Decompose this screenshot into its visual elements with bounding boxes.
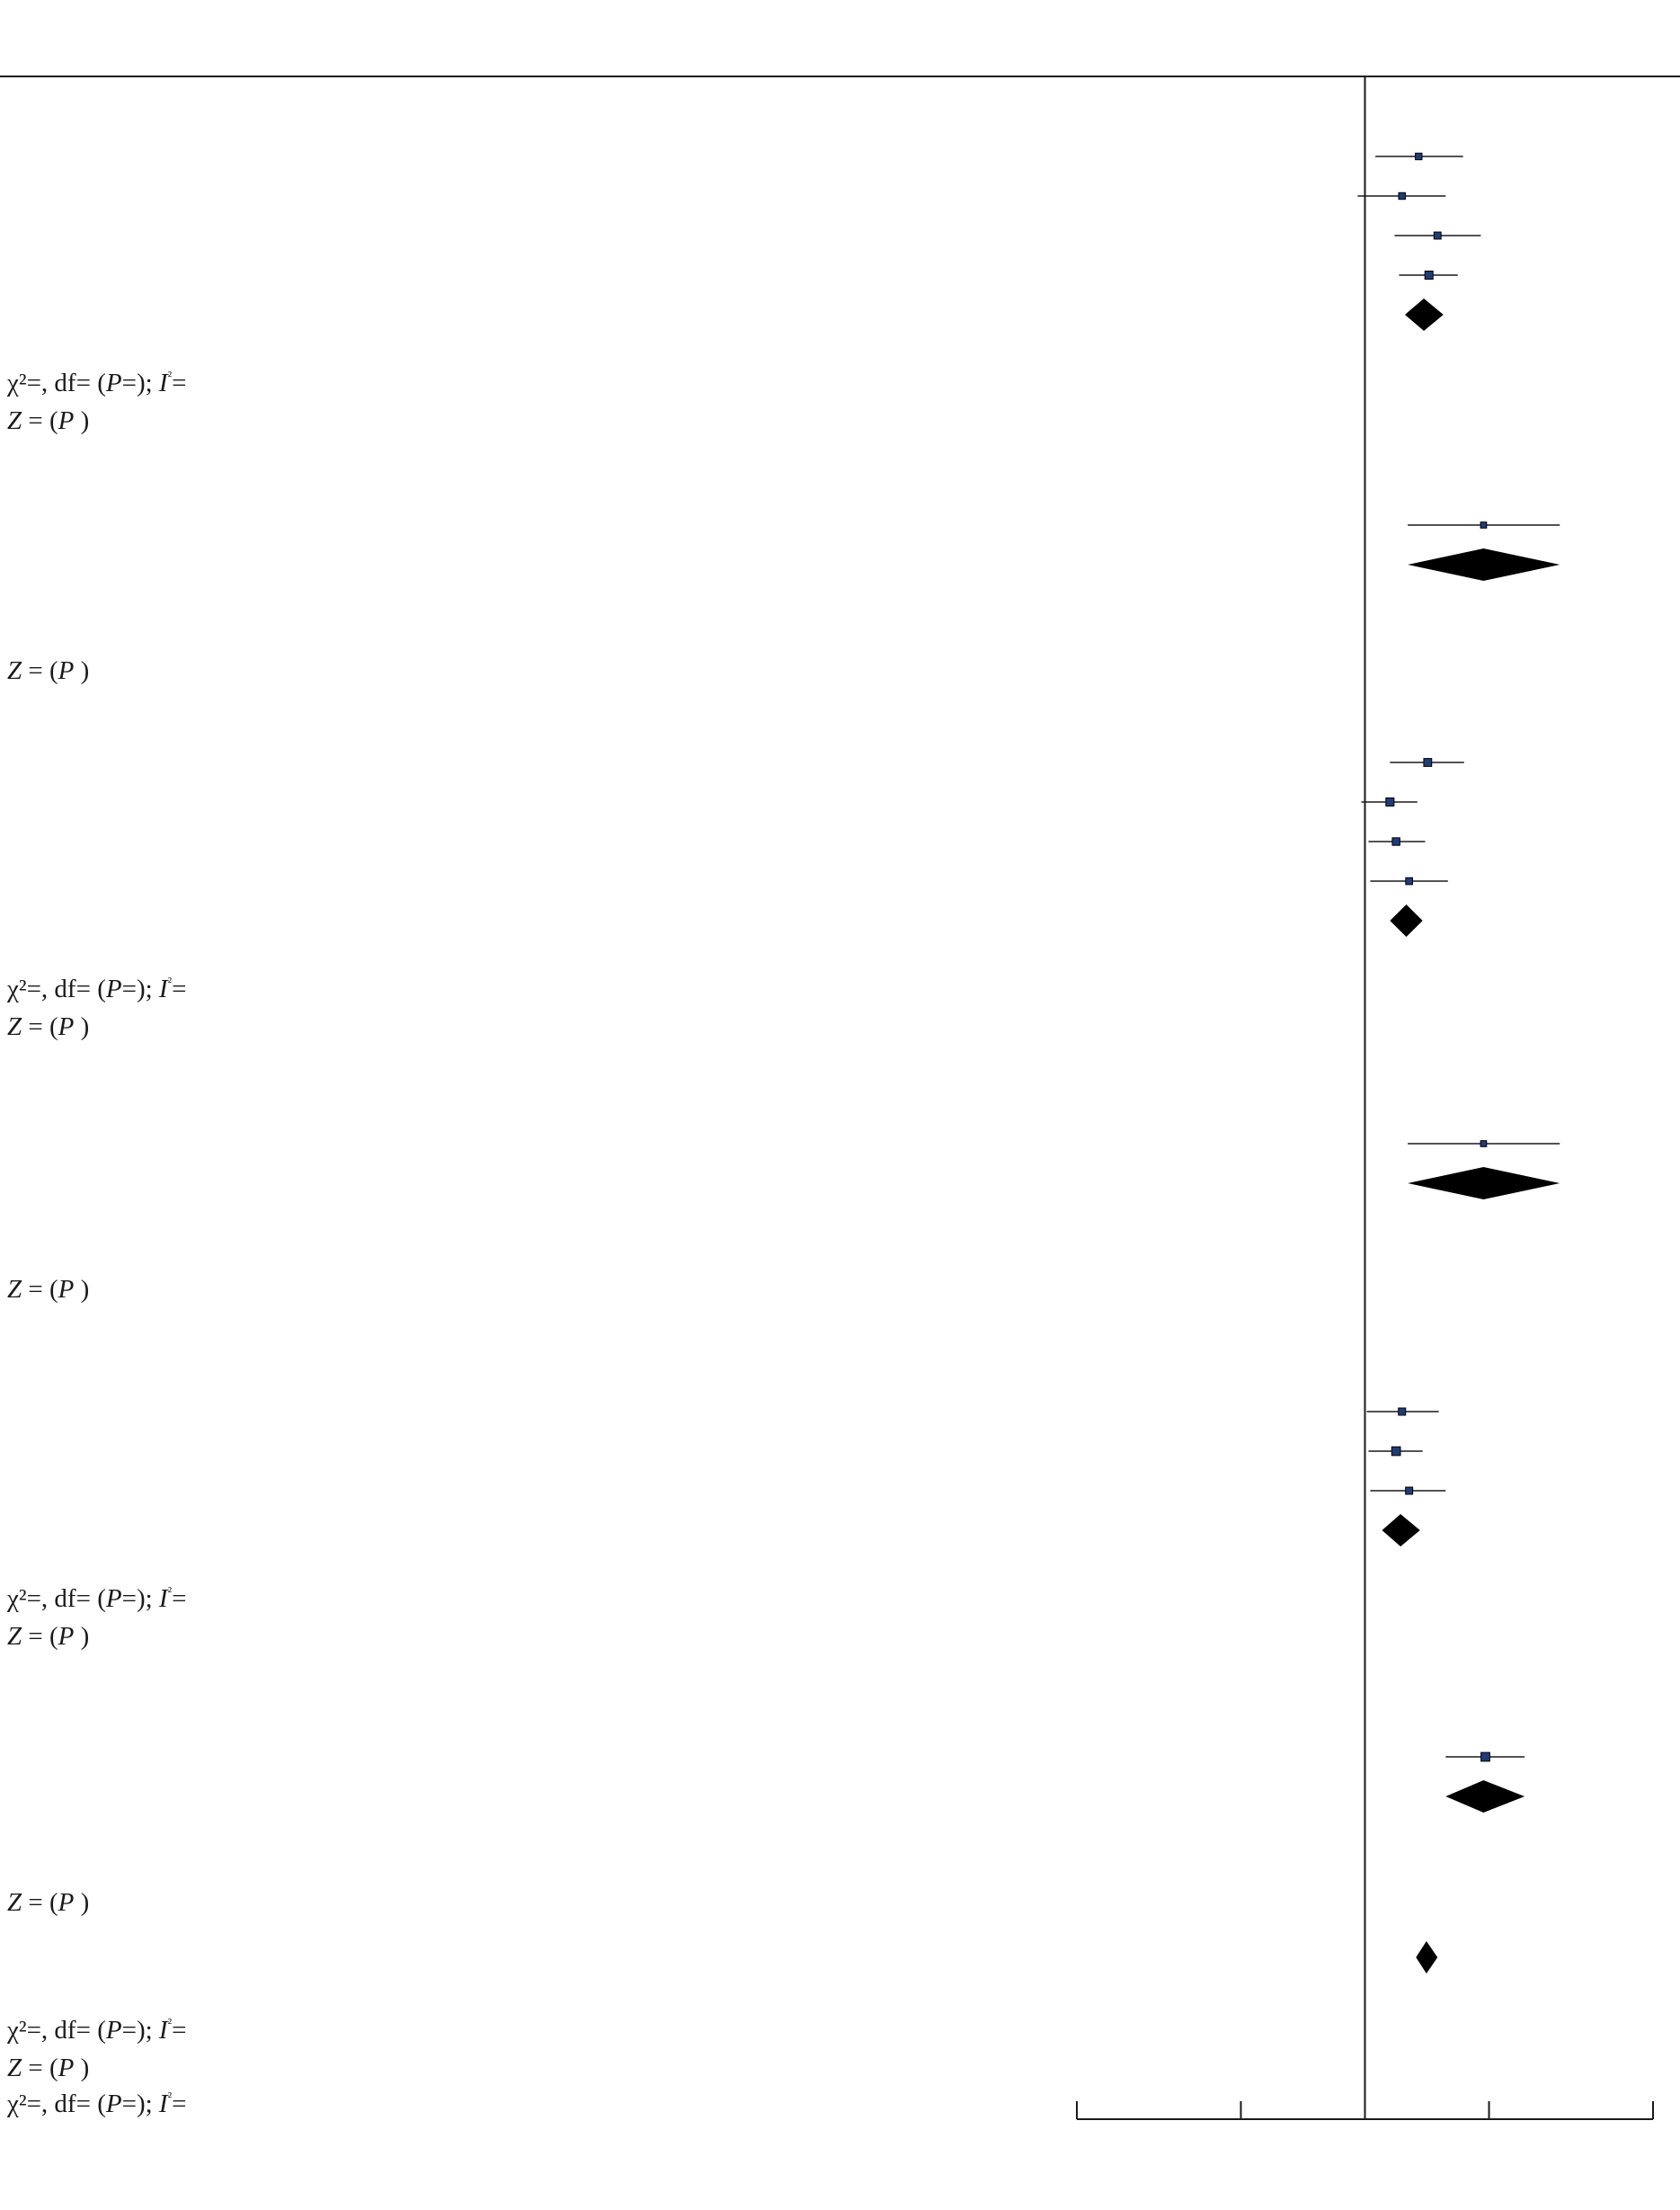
subgroup-differences-text-part: = <box>172 2090 187 2118</box>
overall-effect-text <box>7 1887 89 1918</box>
heterogeneity-text-part: ² <box>167 1585 173 1600</box>
overall-effect-text-part: = <box>22 1012 49 1041</box>
overall-effect-text-part <box>74 1275 80 1304</box>
heterogeneity-text-part: = <box>121 1584 137 1613</box>
heterogeneity-text-part: χ²= <box>7 369 41 397</box>
heterogeneity-text-part: χ²= <box>7 975 41 1003</box>
subgroup-differences-text-part: = <box>121 2090 137 2118</box>
heterogeneity-text-part: P <box>105 1584 122 1613</box>
heterogeneity-text-part: , df= <box>40 975 91 1003</box>
heterogeneity-text-part: P <box>105 369 122 397</box>
subgroup-differences-text-part: P <box>105 2090 122 2118</box>
heterogeneity-text-part: ( <box>90 369 106 397</box>
heterogeneity-text <box>7 2015 186 2050</box>
total-diamond <box>1416 1941 1437 1974</box>
subtotal-diamond <box>1405 299 1444 331</box>
overall-effect-text-part: ( <box>49 1275 58 1304</box>
heterogeneity-text <box>7 368 186 403</box>
heterogeneity-text <box>7 1583 186 1618</box>
heterogeneity-text-part: χ²= <box>7 1584 41 1613</box>
study-row-marker <box>1434 232 1441 239</box>
subtotal-diamond <box>1445 1780 1524 1813</box>
overall-effect-text-part: ) <box>80 1888 90 1917</box>
heterogeneity-text-part: ² <box>167 2017 173 2031</box>
heterogeneity-text-part: ( <box>90 975 106 1003</box>
overall-effect-text-part: Z <box>7 656 22 685</box>
study-row-marker <box>1480 1141 1487 1147</box>
overall-effect-text-part: = <box>22 1888 49 1917</box>
heterogeneity-text-part: , df= <box>40 2016 91 2045</box>
heterogeneity-text-part: P <box>105 975 122 1003</box>
overall-effect-text-part: Z <box>7 1012 22 1041</box>
overall-effect-text <box>7 2053 89 2083</box>
overall-effect-text-part: = <box>22 406 49 435</box>
heterogeneity-text-part: = <box>172 2016 187 2045</box>
heterogeneity-text-part: ); <box>136 1584 159 1613</box>
heterogeneity-text-part: I <box>158 1584 168 1613</box>
overall-effect-text-part: ( <box>49 1012 58 1041</box>
overall-effect-text-part: Z <box>7 1888 22 1917</box>
overall-effect-text-part: ) <box>80 2054 90 2082</box>
overall-effect-text-part: Z <box>7 406 22 435</box>
overall-effect-text-part: P <box>58 1622 75 1651</box>
overall-effect-text-part: = <box>22 2054 49 2082</box>
overall-effect-text <box>7 1274 89 1305</box>
overall-effect-text-part <box>74 656 80 685</box>
subtotal-diamond <box>1390 904 1422 937</box>
overall-effect-text <box>7 405 89 436</box>
heterogeneity-text-part: ² <box>167 976 173 990</box>
heterogeneity-text-part: ); <box>136 369 159 397</box>
heterogeneity-text-part: = <box>121 2016 137 2045</box>
heterogeneity-text-part: P <box>105 2016 122 2045</box>
overall-effect-text <box>7 1011 89 1042</box>
heterogeneity-text-part: ); <box>136 2016 159 2045</box>
heterogeneity-text-part: , df= <box>40 1584 91 1613</box>
heterogeneity-text-part: = <box>172 1584 187 1613</box>
overall-effect-text-part: ) <box>80 1275 90 1304</box>
subtotal-diamond <box>1408 548 1560 581</box>
subgroup-differences-text-part: ); <box>136 2090 159 2118</box>
study-row-marker <box>1481 1752 1490 1761</box>
overall-effect-text-part: Z <box>7 2054 22 2082</box>
overall-effect-text-part: = <box>22 1622 49 1651</box>
subgroup-differences-text-part: ( <box>90 2090 106 2118</box>
heterogeneity-text-part: = <box>121 369 137 397</box>
study-row-marker <box>1416 153 1422 159</box>
overall-effect-text-part <box>74 1622 80 1651</box>
heterogeneity-text-part: χ²= <box>7 2016 41 2045</box>
heterogeneity-text-part: ( <box>90 2016 106 2045</box>
overall-effect-text-part <box>74 1012 80 1041</box>
overall-effect-text-part: ) <box>80 1622 90 1651</box>
study-row-marker <box>1480 522 1487 529</box>
study-row-marker <box>1399 1408 1406 1415</box>
overall-effect-text-part: ( <box>49 406 58 435</box>
study-row-marker <box>1424 759 1432 767</box>
subgroup-differences-text-part: , df= <box>40 2090 91 2118</box>
heterogeneity-text-part: ² <box>167 370 173 384</box>
overall-effect-text-part: ) <box>80 656 90 685</box>
overall-effect-text-part: = <box>22 1275 49 1304</box>
heterogeneity-text-part: I <box>158 975 168 1003</box>
overall-effect-text-part: ( <box>49 1622 58 1651</box>
overall-effect-text-part: Z <box>7 1275 22 1304</box>
subgroup-differences-text <box>7 2089 186 2124</box>
study-row-marker <box>1392 838 1400 845</box>
study-row-marker <box>1425 271 1433 279</box>
overall-effect-text-part: ( <box>49 1888 58 1917</box>
overall-effect-text-part: P <box>58 1012 75 1041</box>
study-row-marker <box>1399 192 1405 199</box>
overall-effect-text-part: Z <box>7 1622 22 1651</box>
study-row-marker <box>1386 798 1394 806</box>
overall-effect-text-part: ( <box>49 2054 58 2082</box>
overall-effect-text-part: P <box>58 1275 75 1304</box>
heterogeneity-text <box>7 974 186 1009</box>
heterogeneity-text-part: , df= <box>40 369 91 397</box>
overall-effect-text-part: P <box>58 406 75 435</box>
heterogeneity-text-part: I <box>158 369 168 397</box>
overall-effect-text-part: ) <box>80 1012 90 1041</box>
overall-effect-text-part: P <box>58 656 75 685</box>
overall-effect-text-part <box>74 1888 80 1917</box>
heterogeneity-text-part: ); <box>136 975 159 1003</box>
study-row-marker <box>1391 1447 1400 1456</box>
subtotal-diamond <box>1408 1167 1560 1199</box>
overall-effect-text <box>7 655 89 686</box>
overall-effect-text-part <box>74 2054 80 2082</box>
overall-effect-text <box>7 1621 89 1652</box>
study-row-marker <box>1406 878 1413 885</box>
overall-effect-text-part: P <box>58 1888 75 1917</box>
overall-effect-text-part: ( <box>49 656 58 685</box>
overall-effect-text-part: ) <box>80 406 90 435</box>
overall-effect-text-part: P <box>58 2054 75 2082</box>
overall-effect-text-part: = <box>22 656 49 685</box>
heterogeneity-text-part: I <box>158 2016 168 2045</box>
subgroup-differences-text-part: χ²= <box>7 2090 41 2118</box>
study-row-marker <box>1406 1487 1413 1494</box>
heterogeneity-text-part: = <box>121 975 137 1003</box>
subgroup-differences-text-part: I <box>158 2090 168 2118</box>
heterogeneity-text-part: ( <box>90 1584 106 1613</box>
overall-effect-text-part <box>74 406 80 435</box>
subtotal-diamond <box>1382 1514 1419 1546</box>
heterogeneity-text-part: = <box>172 369 187 397</box>
subgroup-differences-text-part: ² <box>167 2090 173 2105</box>
heterogeneity-text-part: = <box>172 975 187 1003</box>
